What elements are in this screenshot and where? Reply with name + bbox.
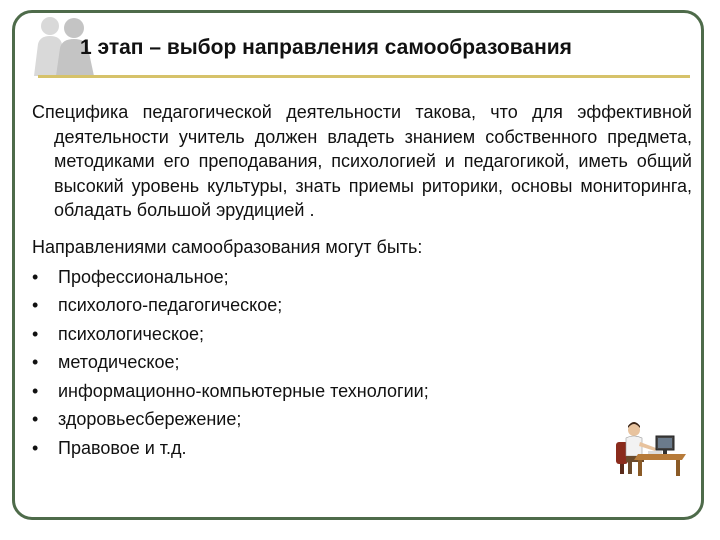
list-item-label: методическое; [58, 352, 180, 372]
title-underline [38, 75, 690, 78]
teacher-at-desk-clipart [612, 420, 688, 478]
list-item-label: психологическое; [58, 323, 205, 344]
list-item-label: Профессиональное; [58, 266, 229, 287]
list-item [32, 265, 692, 289]
list-item [32, 407, 692, 431]
bullet-icon: • [32, 295, 39, 315]
directions-intro: Направлениями самообразования могут быть: [32, 236, 423, 257]
list-item [32, 436, 692, 460]
slide-title: 1 этап – выбор направления самообразования [80, 36, 572, 59]
list-item [32, 379, 692, 403]
bullet-icon: • [32, 266, 39, 287]
list-item-label: информационно-компьютерные технологии; [58, 380, 429, 401]
bullet-icon: • [32, 323, 39, 344]
directions-list [32, 265, 692, 460]
bullet-icon: • [32, 409, 39, 429]
list-item [32, 350, 692, 374]
bullet-icon: • [32, 437, 39, 458]
list-item [32, 322, 692, 346]
list-item [32, 293, 692, 317]
bullet-icon: • [32, 380, 39, 401]
list-item-label: здоровьесбережение; [58, 409, 242, 429]
list-item-label: Правовое и т.д. [58, 437, 187, 458]
description-paragraph: Специфика педагогической деятельности такова, что для эффективной деятельности учитель должен владеть знанием собственного предмета, методиками его преподавания, психологией и педагогикой, иметь общий высокий уровень культуры, знать приемы риторики, основы мониторинга, обладать большой эрудицией . [32, 102, 692, 220]
slide-content [32, 100, 692, 464]
list-item-label: психолого-педагогическое; [58, 295, 283, 315]
bullet-icon: • [32, 352, 39, 372]
